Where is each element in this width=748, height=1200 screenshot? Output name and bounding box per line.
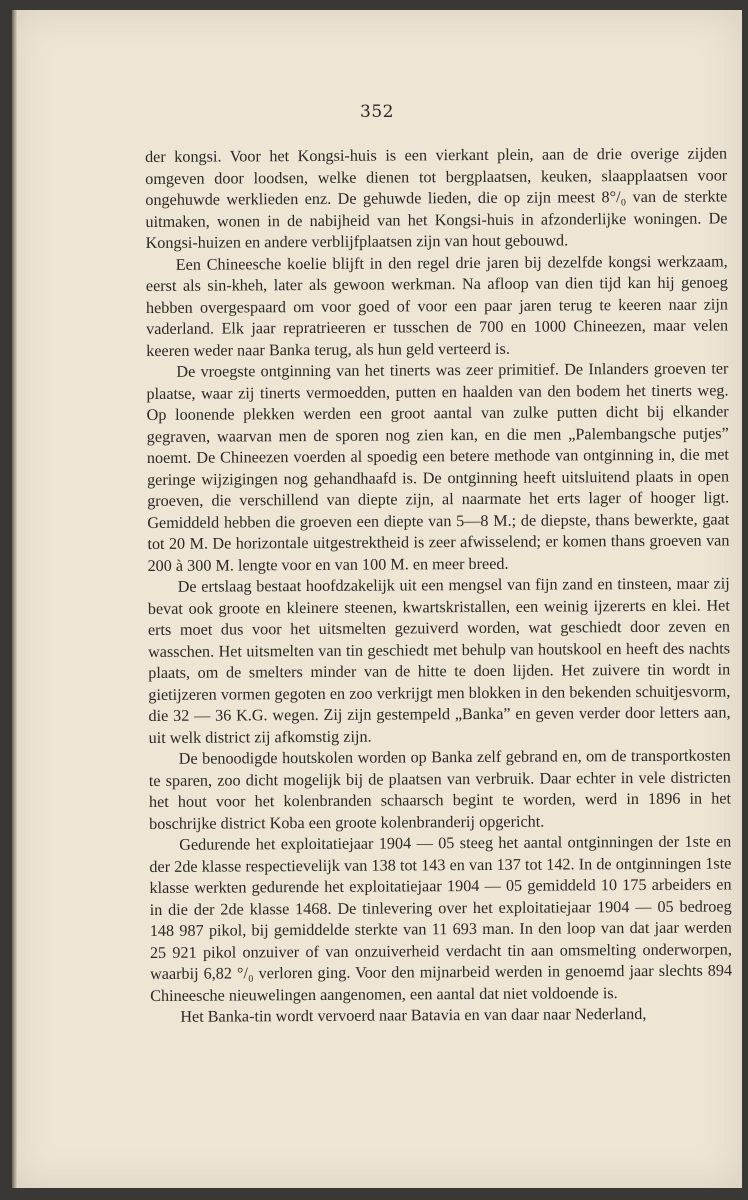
page-number: 352 [360, 102, 394, 122]
paragraph-4: De ertslaag bestaat hoofdzakelijk uit een mengsel van fijn zand en tinsteen, maar zij bevat ook groote en kleinere steenen, kwartskristallen, een weinig ijzererts en klei. Het erts moet dus voor het uitsmelten gezuiverd worden, wat geschiedt door zeven en wasschen. Het uitsmelten van tin geschiedt met behulp van houtskool en heeft des nachts plaats, om de smelters minder van de hitte te doen lijden. Het zuivere tin wordt in gietijzeren vormen gegoten en zoo verkrijgt men blokken in den bekenden schuitjesvorm, die 32 — 36 K.G. wegen. Zij zijn gestempeld „Banka” en geven verder door letters aan, uit welk district zij afkomstig zijn. [147, 574, 731, 747]
paragraph-6: Gedurende het exploitatiejaar 1904 — 05 steeg het aantal ontginningen der 1ste en der 2de klasse respectievelijk van 138 tot 143 en van 137 tot 142. In de ontginningen 1ste klasse werkten gedurende het exploitatiejaar 1904 — 05 gemiddeld 10 175 arbeiders en in die der 2de klasse 1468. De tinlevering over het exploitatiejaar 1904 — 05 bedroeg 148 987 pikol, bij gemiddelde sterkte van 11 693 man. In den loop van dat jaar werden 25 921 pikol onzuiver of van onzuiverheid verdacht tin aan omsmelting onderworpen, waarbij 6,82 °/₀ verloren ging. Voor den mijnarbeid werden in genoemd jaar slechts 894 Chineesche nieuwelingen aangenomen, een aantal dat niet voldoende is. [149, 832, 733, 1005]
paragraph-7: Het Banka-tin wordt vervoerd naar Batavia en van daar naar Nederland, [180, 1004, 647, 1026]
page-binding-edge [12, 10, 18, 1188]
book-page [12, 10, 742, 1188]
paragraph-1: der kongsi. Voor het Kongsi-huis is een vierkant plein, aan de drie overige zijden omgeven door loodsen, welke dienen tot bergplaatsen, keuken, slaapplaatsen voor ongehuwde werklieden enz. De gehuwde lieden, die op zijn meest 8°/₀ van de sterkte uitmaken, wonen in de nabijheid van het Kongsi-huis in afzonderlijke woningen. De Kongsi-huizen en andere verblijfplaatsen zijn van hout gebouwd. [145, 144, 728, 252]
paragraph-2: Een Chineesche koelie blijft in den regel drie jaren bij dezelfde kongsi werkzaam, eerst als sin-kheh, later als gewoon werkman. Na afloop van dien tijd kan hij genoeg hebben overgespaard om voor goed of voor een paar jaren terug te keeren naar zijn vaderland. Elk jaar repratrieeren er tusschen de 700 en 1000 Chineezen, maar velen keeren weder naar Banka terug, als hun geld verteerd is. [145, 251, 729, 360]
text-body [145, 143, 732, 1028]
paragraph-3: De vroegste ontginning van het tinerts was zeer primitief. De Inlanders groeven ter plaatse, waar zij tinerts vermoedden, putten en haalden van den bodem het tinerts weg. Op loonende plekken werden een groot aantal van zulke putten dicht bij elkander gegraven, waarvan men de sporen nog zien kan, en die men „Palembangsche putjes” noemt. De Chineezen voerden al spoedig een betere methode van ontginning in, die met geringe wijzigingen nog gehandhaafd is. De ontginning heeft uitsluitend plaats in open groeven, die verschillend van diepte zijn, al naarmate het erts lager of hooger ligt. Gemiddeld hebben die groeven een diepte van 5—8 M.; de diepste, thans bewerkte, gaat tot 20 M. De horizontale uitgestrektheid is zeer afwisselend; er komen thans groeven van 200 à 300 M. lengte voor en van 100 M. en meer breed. [146, 359, 730, 575]
paragraph-5: De benoodigde houtskolen worden op Banka zelf gebrand en, om de transportkosten te sparen, zoo dicht mogelijk bij de plaatsen van verbruik. Daar echter in vele districten het hout voor het kolenbranden schaarsch begint te worden, werd in 1896 in het boschrijke district Koba een groote kolenbranderij opgericht. [148, 746, 732, 833]
